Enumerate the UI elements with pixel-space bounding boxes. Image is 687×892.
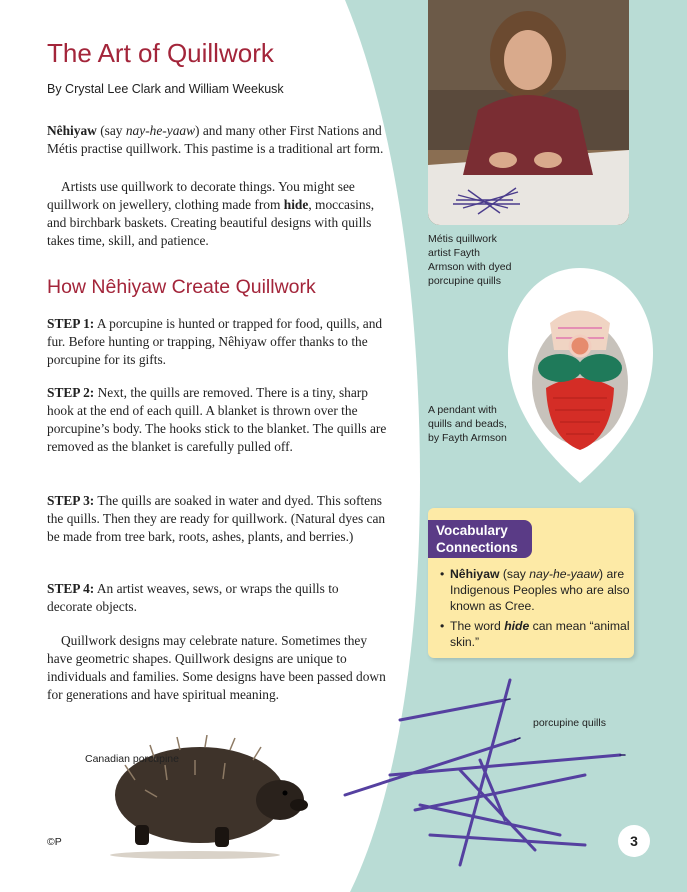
step-4: STEP 4: An artist weaves, sews, or wraps the quills to decorate objects. [47,581,339,614]
page-title: The Art of Quillwork [47,38,274,68]
pendant-image [508,268,653,483]
intro-paragraph-1: Nêhiyaw (say nay-he-yaaw) and many other First Nations and Métis practise quillwork. This pastime is a traditional art form. [47,123,384,156]
term-hide: hide [283,197,309,212]
page-number: 3 [618,825,650,857]
intro-paragraph-2: Artists use quillwork to decorate things. You might see quillwork on jewellery, clothing made from hide, moccasins, and birchbark baskets. Creating beautiful designs with quills takes time, skill, and patience. [47,179,375,248]
byline: By Crystal Lee Clark and William Weekusk [47,82,284,96]
section-heading: How Nêhiyaw Create Quillwork [47,276,316,298]
step-label: STEP 2: [47,385,95,400]
artist-caption: Métis quillwork artist Fayth Armson with dyed porcupine quills [428,233,512,287]
artist-photo [428,0,629,225]
vocabulary-item: • The word hide can mean “animal skin.” [438,618,630,650]
vocabulary-heading: Vocabulary Connections [428,520,532,558]
copyright: ©P [47,836,62,848]
quills-caption: porcupine quills [533,717,606,729]
step-label: STEP 3: [47,493,95,508]
vocabulary-box [428,508,634,658]
closing-paragraph: Quillwork designs may celebrate nature. Sometimes they have geometric shapes. Quillwork designs are unique to individuals and families. Some designs have been passed down for generations and have spiritual meaning. [47,633,386,702]
term-nehiyaw: Nêhiyaw [47,123,97,138]
step-2: STEP 2: Next, the quills are removed. There is a tiny, sharp hook at the end of each quill. A blanket is thrown over the porcupine’s body. The hooks stick to the blanket. The quills are removed as the blanket is carefully pulled off. [47,385,387,454]
step-label: STEP 4: [47,581,95,596]
step-3: STEP 3: The quills are soaked in water and dyed. This softens the quills. Then they are ready for quillwork. (Natural dyes can be made from tree bark, roots, ashes, plants, and berries.) [47,493,386,544]
porcupine-caption: Canadian porcupine [85,753,179,765]
vocabulary-item: • Nêhiyaw (say nay-he-yaaw) are Indigenous Peoples who are also known as Cree. [438,566,630,614]
step-label: STEP 1: [47,316,95,331]
pendant-caption: A pendant with quills and beads, by Fayth Armson [428,404,507,444]
quills-image [330,670,650,880]
vocabulary-list [438,566,630,654]
step-1: STEP 1: A porcupine is hunted or trapped for food, quills, and fur. Before hunting or trapping, Nêhiyaw offer thanks to the porcupine for its gifts. [47,316,383,367]
